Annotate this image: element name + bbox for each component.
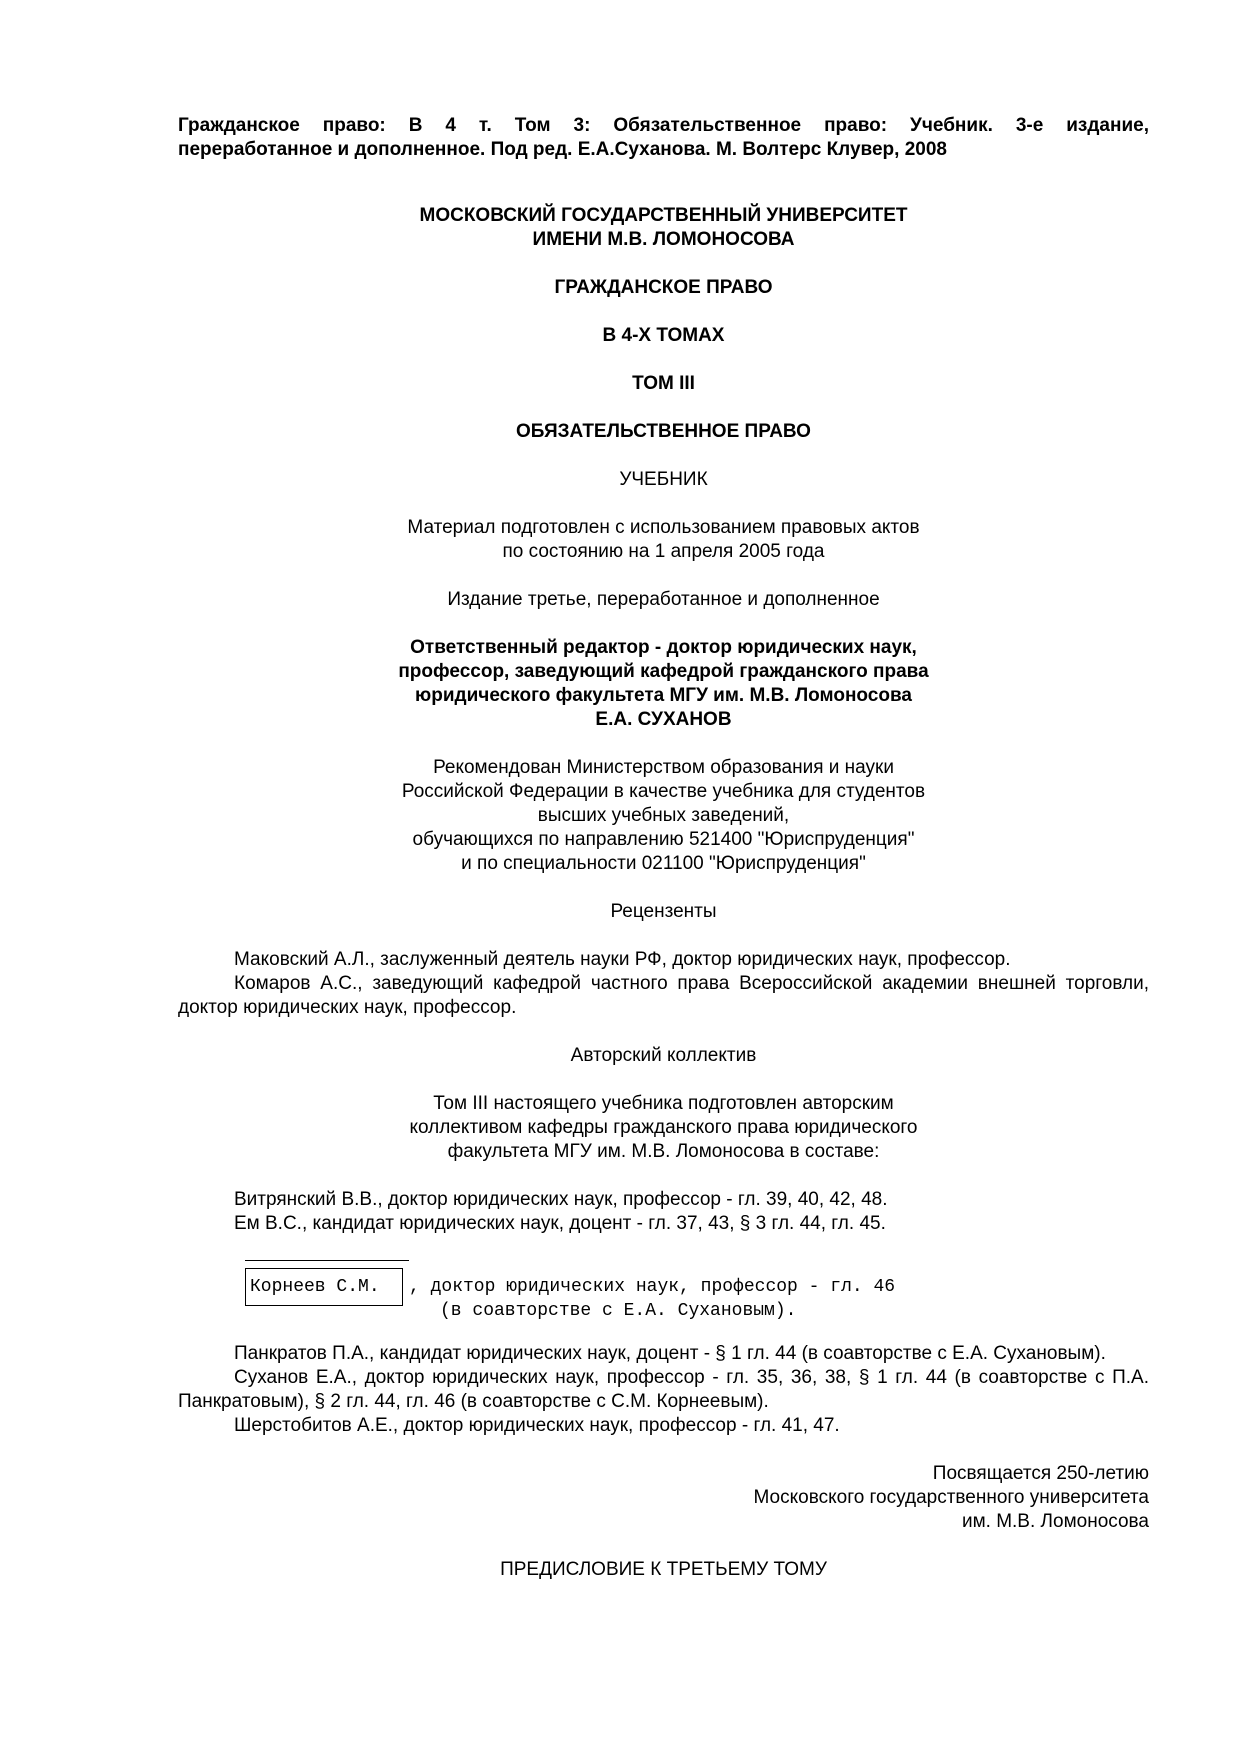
material-note	[178, 516, 1149, 564]
authors-heading: Авторский коллектив	[570, 1045, 757, 1066]
dedication-line-1: Посвящается 250-летию	[932, 1463, 1149, 1484]
recommendation-block	[178, 756, 1149, 876]
box-top-rule	[245, 1260, 409, 1261]
citation-line-2: переработанное и дополненное. Под ред. Е.А.Суханова. М. Волтерс Клувер, 2008	[178, 139, 947, 160]
reviewers-heading: Рецензенты	[610, 901, 717, 922]
edition-note: Издание третье, переработанное и дополненное	[447, 589, 880, 610]
book-title: ГРАЖДАНСКОЕ ПРАВО	[554, 277, 773, 298]
recommendation-line-4: обучающихся по направлению 521400 "Юриспруденция"	[412, 829, 915, 850]
authors-intro-line-2: коллективом кафедры гражданского права юридического	[409, 1117, 918, 1138]
document-page	[178, 112, 1149, 1582]
volume-subject: ОБЯЗАТЕЛЬСТВЕННОЕ ПРАВО	[516, 421, 811, 442]
reviewer-1: Маковский А.Л., заслуженный деятель науки РФ, доктор юридических наук, профессор.	[234, 949, 1011, 970]
editor-line-1: Ответственный редактор - доктор юридических наук,	[410, 637, 917, 658]
citation	[178, 114, 1149, 162]
editor-name: Е.А. СУХАНОВ	[595, 709, 732, 730]
book-type: УЧЕБНИК	[619, 469, 708, 490]
author-sukhanov: Суханов Е.А., доктор юридических наук, профессор - гл. 35, 36, 38, § 1 гл. 44 (в соавторстве с П.А. Панкратовым), § 2 гл. 44, гл. 46 (в соавторстве с С.М. Корнеевым).	[178, 1367, 1149, 1412]
editor-block	[178, 636, 1149, 732]
author-sherstobitov: Шерстобитов А.Е., доктор юридических наук, профессор - гл. 41, 47.	[234, 1415, 840, 1436]
material-line-2: по состоянию на 1 апреля 2005 года	[502, 541, 825, 562]
volume-number: ТОМ III	[632, 373, 695, 394]
author-vitryansky: Витрянский В.В., доктор юридических наук, профессор - гл. 39, 40, 42, 48.	[234, 1189, 888, 1210]
authors-intro-line-3: факультета МГУ им. М.В. Ломоносова в составе:	[447, 1141, 880, 1162]
editor-line-3: юридического факультета МГУ им. М.В. Ломоносова	[415, 685, 912, 706]
citation-line-1: Гражданское право: В 4 т. Том 3: Обязательственное право: Учебник. 3-е издание,	[178, 115, 1149, 136]
dedication-line-2: Московского государственного университета	[753, 1487, 1149, 1508]
recommendation-line-2: Российской Федерации в качестве учебника для студентов	[401, 781, 926, 802]
university-line-2: ИМЕНИ М.В. ЛОМОНОСОВА	[532, 229, 795, 250]
material-line-1: Материал подготовлен с использованием правовых актов	[407, 517, 920, 538]
dedication-line-3: им. М.В. Ломоносова	[961, 1511, 1149, 1532]
recommendation-line-5: и по специальности 021100 "Юриспруденция"	[461, 853, 866, 874]
author-em: Ем В.С., кандидат юридических наук, доцент - гл. 37, 43, § 3 гл. 44, гл. 45.	[234, 1213, 886, 1234]
preface-heading: ПРЕДИСЛОВИЕ К ТРЕТЬЕМУ ТОМУ	[500, 1559, 827, 1580]
dedication	[178, 1462, 1149, 1534]
recommendation-line-1: Рекомендован Министерством образования и науки	[433, 757, 894, 778]
authors-intro-line-1: Том III настоящего учебника подготовлен авторским	[433, 1093, 894, 1114]
authors-intro	[178, 1092, 1149, 1164]
editor-line-2: профессор, заведующий кафедрой гражданского права	[398, 661, 929, 682]
boxed-author-name: Корнеев С.М.	[250, 1277, 380, 1297]
author-pankratov: Панкратов П.А., кандидат юридических наук, доцент - § 1 гл. 44 (в соавторстве с Е.А. Сухановым).	[234, 1343, 1106, 1364]
reviewer-2: Комаров А.С., заведующий кафедрой частного права Всероссийской академии внешней торговли, доктор юридических наук, профессор.	[178, 973, 1149, 1018]
volumes-count: В 4-Х ТОМАХ	[602, 325, 725, 346]
boxed-author-coauthor: (в соавторстве с Е.А. Сухановым).	[440, 1301, 797, 1321]
boxed-author-block	[178, 1250, 1149, 1320]
recommendation-line-3: высших учебных заведений,	[537, 805, 790, 826]
university-line-1: МОСКОВСКИЙ ГОСУДАРСТВЕННЫЙ УНИВЕРСИТЕТ	[419, 205, 908, 226]
boxed-author-details: , доктор юридических наук, профессор - гл. 46	[409, 1277, 896, 1297]
university-name	[178, 204, 1149, 252]
